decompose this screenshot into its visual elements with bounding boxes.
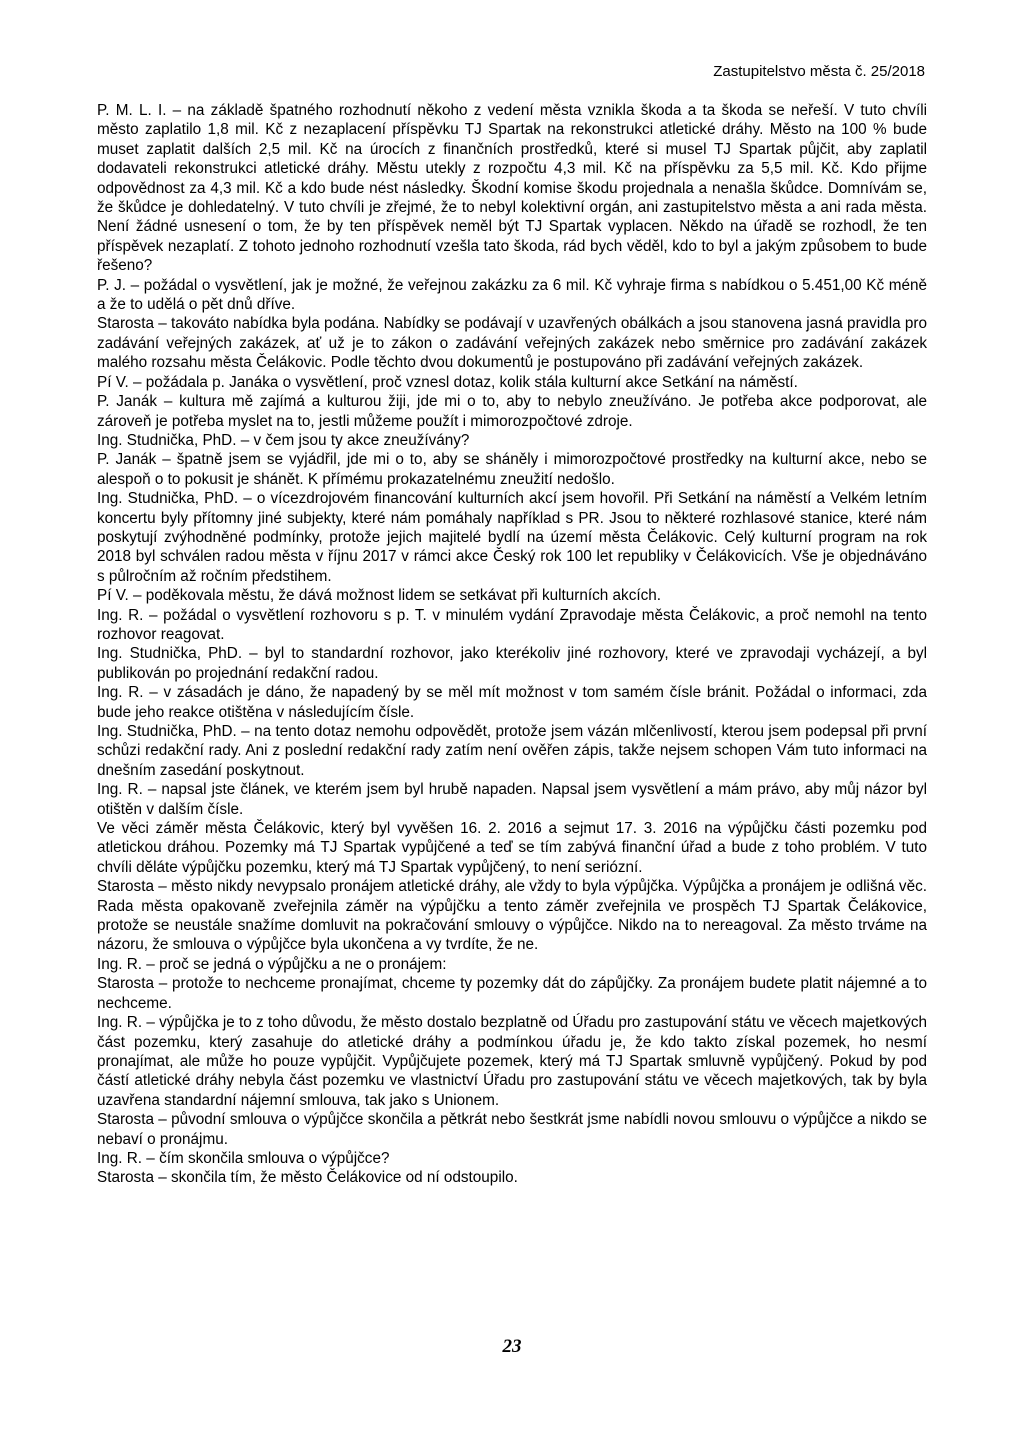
paragraph: Starosta – takováto nabídka byla podána. Nabídky se podávají v uzavřených obálkách a jsou stanovena jasná pravidla pro zadávání veřejných zakázek, ať už je to zákon o zadávání veřejných zakázek nebo směrnice pro zadávání zakázek malého rozsahu města Čelákovic. Podle těchto dvou dokumentů je postupováno při zadávání veřejných zakázek. bbox=[97, 315, 927, 372]
paragraph: Pí V. – požádala p. Janáka o vysvětlení, proč vznesl dotaz, kolik stála kulturní akce Setkání na náměstí. bbox=[97, 373, 798, 391]
paragraph: Ing. R. – proč se jedná o výpůjčku a ne o pronájem: bbox=[97, 955, 447, 973]
paragraph: Ing. R. – v zásadách je dáno, že napadený by se měl mít možnost v tom samém čísle bránit. Požádal o informaci, zda bude jeho reakce otištěna v následujícím čísle. bbox=[97, 684, 927, 721]
paragraph: Ing. R. – výpůjčka je to z toho důvodu, že město dostalo bezplatně od Úřadu pro zastupování státu ve věcech majetkových část pozemku, který zasahuje do atletické dráhy a podmínkou úřadu je, že kdo takto získal pozemek, ho nesmí pronajímat, ale může ho pouze vypůjčit. Vypůjčujete pozemek, který má TJ Spartak smluvně vypůjčený. Pokud by pod částí atletické dráhy nebyla část pozemku ve vlastnictví Úřadu pro zastupování státu ve věcech majetkových, tak by byla uzavřena standardní nájemní smlouva, tak jako s Unionem. bbox=[97, 1014, 927, 1109]
paragraph: Ing. R. – napsal jste článek, ve kterém jsem byl hrubě napaden. Napsal jsem vysvětlení a mám právo, aby můj názor byl otištěn v dalším čísle. bbox=[97, 781, 927, 818]
page-header-title: Zastupitelstvo města č. 25/2018 bbox=[713, 63, 925, 80]
paragraph: Starosta – skončila tím, že město Čelákovice od ní odstoupilo. bbox=[97, 1169, 518, 1187]
paragraph: Starosta – město nikdy nevypsalo pronájem atletické dráhy, ale vždy to byla výpůjčka. Výpůjčka a pronájem je odlišná věc. Rada města opakovaně zveřejnila záměr na výpůjčku a tento záměr zveřejnila ve prospěch TJ Spartak Čelákovice, protože se neustále snažíme domluvit na pokračování smlouvy o výpůjčce. Nikdo na to nereagoval. Za město trváme na názoru, že smlouva o výpůjčce byla ukončena a vy tvrdíte, že ne. bbox=[97, 878, 927, 954]
paragraph: Ing. Studnička, PhD. – byl to standardní rozhovor, jako kterékoliv jiné rozhovory, které ve zpravodaji vycházejí, a byl publikován po projednání redakční radou. bbox=[97, 645, 927, 682]
paragraph: Ve věci záměr města Čelákovic, který byl vyvěšen 16. 2. 2016 a sejmut 17. 3. 2016 na výpůjčku části pozemku pod atletickou dráhou. Pozemky má TJ Spartak vypůjčené a teď se tím zabývá finanční úřad a bude z toho problém. V tuto chvíli děláte výpůjčku pozemku, který má TJ Spartak vypůjčený, to není seriózní. bbox=[97, 820, 927, 876]
paragraph: Ing. Studnička, PhD. – o vícezdrojovém financování kulturních akcí jsem hovořil. Při Setkání na náměstí a Velkém letním koncertu byly přítomny jiné subjekty, které nám pomáhaly například s PR. Jsou to některé rozhlasové stanice, které nám poskytují zvýhodněné podmínky, protože jejich majitelé bydlí na území města Čelákovic. Celý kulturní program na rok 2018 byl schválen radou města v říjnu 2017 v rámci akce Český rok 100 let republiky v Čelákovicích. Vše je objednáváno s půlročním až ročním předstihem. bbox=[97, 490, 927, 585]
paragraph: P. Janák – špatně jsem se vyjádřil, jde mi o to, aby se sháněly i mimorozpočtové prostředky na kulturní akce, nebo se alespoň o to pokusit je shánět. K přímému prokazatelnému zneužití nedošlo. bbox=[97, 451, 927, 488]
paragraph: Ing. Studnička, PhD. – na tento dotaz nemohu odpovědět, protože jsem vázán mlčenlivostí, kterou jsem podepsal při první schůzi redakční rady. Ani z poslední redakční rady zatím není ověřen zápis, takže nejsem schopen Vám tuto informaci na dnešním zasedání poskytnout. bbox=[97, 723, 927, 779]
paragraph: P. Janák – kultura mě zajímá a kulturou žiji, jde mi o to, aby to nebylo zneužíváno. Je potřeba akce podporovat, ale zároveň je potřeba myslet na to, jestli můžeme použít i mimorozpočtové zdroje. bbox=[97, 393, 927, 430]
paragraph: Ing. Studnička, PhD. – v čem jsou ty akce zneužívány? bbox=[97, 431, 470, 449]
paragraph: Starosta – původní smlouva o výpůjčce skončila a pětkrát nebo šestkrát jsme nabídli novou smlouvu o výpůjčce a nikdo se nebaví o pronájmu. bbox=[97, 1111, 927, 1148]
page-number: 23 bbox=[502, 1336, 522, 1357]
paragraph: Pí V. – poděkovala městu, že dává možnost lidem se setkávat při kulturních akcích. bbox=[97, 587, 662, 605]
paragraph: Ing. R. – čím skončila smlouva o výpůjčce? bbox=[97, 1149, 390, 1167]
minutes-body bbox=[97, 101, 927, 1188]
paragraph: Ing. R. – požádal o vysvětlení rozhovoru s p. T. v minulém vydání Zpravodaje města Čelákovic, a proč nemohl na tento rozhovor reagovat. bbox=[97, 606, 927, 643]
paragraph: Starosta – protože to nechceme pronajímat, chceme ty pozemky dát do zápůjčky. Za pronájem budete platit nájemné a to nechceme. bbox=[97, 975, 927, 1012]
paragraph: P. J. – požádal o vysvětlení, jak je možné, že veřejnou zakázku za 6 mil. Kč vyhraje firma s nabídkou o 5.451,00 Kč méně a že to udělá o pět dnů dříve. bbox=[97, 276, 927, 314]
paragraph: P. M. L. I. – na základě špatného rozhodnutí někoho z vedení města vznikla škoda a ta škoda se neřeší. V tuto chvíli město zaplatilo 1,8 mil. Kč z nezaplacení příspěvku TJ Spartak na rekonstrukci atletické dráhy. Město na 100 % bude muset zaplatit dalších 2,5 mil. Kč na úrocích z finančních prostředků, které si musel TJ Spartak půjčit, aby zaplatil dodavateli rekonstrukci atletické dráhy. Městu utekly z rozpočtu 4,3 mil. Kč na příspěvku za 5,5 mil. Kč. Kdo přijme odpovědnost za 4,3 mil. Kč a kdo bude nést následky. Škodní komise škodu projednala a nenašla škůdce. Domnívám se, že škůdce je dohledatelný. V tuto chvíli je zřejmé, že to nebyl kolektivní orgán, ani zastupitelstvo města a ani rada města. Není žádné usnesení o tom, že by ten příspěvek neměl být TJ Spartak vyplacen. Někdo na úřadě se rozhodl, že ten příspěvek nezaplatí. Z tohoto jednoho rozhodnutí vzešla tato škoda, rád bych věděl, kdo to byl a jakým způsobem to bude řešeno? bbox=[97, 102, 927, 275]
